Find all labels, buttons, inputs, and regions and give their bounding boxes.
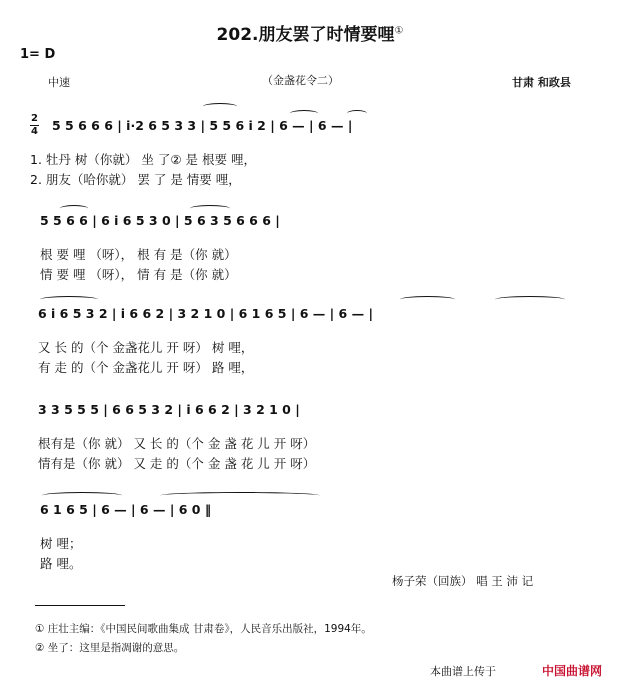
time-signature-top: 2: [31, 113, 38, 124]
staff-3-notes: 6 i 6 5 3 2 | i 6 6 2 | 3 2 1 0 | 6 1 6 5 | 6 — | 6 — |: [38, 306, 374, 321]
staff-1-notes: 5 5 6 6 6 | i·2 6 5 3 3 | 5 5 6 i 2 | 6 — | 6 — |: [52, 118, 353, 133]
staff-2-notes: 5 5 6 6 | 6 i 6 5 3 0 | 5 6 3 5 6 6 6 |: [40, 213, 280, 228]
staff-5-lyric-verse-2: 路 哩。: [40, 556, 82, 571]
tie: [400, 296, 455, 303]
footnote-divider: [35, 605, 125, 606]
tie: [60, 205, 88, 212]
staff-4-notes: 3 3 5 5 5 | 6 6 5 3 2 | i 6 6 2 | 3 2 1 0 |: [38, 402, 300, 417]
staff-1-lyric-verse-1: 1. 牡丹 树（你就） 坐 了② 是 根要 哩，: [30, 152, 256, 167]
tie: [290, 110, 318, 117]
staff-3-lyric-verse-2: 有 走 的（个 金盏花儿 开 呀） 路 哩，: [38, 360, 254, 375]
region-label: 甘肃 和政县: [512, 76, 571, 89]
staff-5-notes: 6 1 6 5 | 6 — | 6 — | 6 0 ‖: [40, 502, 212, 517]
staff-3-lyric-verse-1: 又 长 的（个 金盏花儿 开 呀） 树 哩，: [38, 340, 254, 355]
tie: [160, 492, 320, 499]
tune-subtitle: （金盏花令二）: [262, 74, 339, 87]
site-logo[interactable]: 中国曲谱网: [541, 664, 602, 678]
time-signature: [30, 114, 39, 137]
tie: [347, 110, 367, 117]
upload-note: 本曲谱上传于: [430, 665, 496, 678]
tie: [190, 205, 230, 212]
staff-4-lyric-verse-1: 根有是（你 就） 又 长 的（个 金 盏 花 儿 开 呀）: [38, 436, 316, 451]
tie: [203, 103, 237, 110]
staff-4-lyric-verse-2: 情有是（你 就） 又 走 的（个 金 盏 花 儿 开 呀）: [38, 456, 316, 471]
performer-credits: 杨子荣（回族） 唱 王 沛 记: [392, 574, 534, 588]
song-title: 202.朋友罢了时情要哩①: [216, 25, 404, 45]
tempo-marking: 中速: [48, 76, 70, 89]
footnote-1: ① 庄壮主编：《中国民间歌曲集成 甘肃卷》，人民音乐出版社，1994年。: [35, 623, 372, 635]
staff-2-lyric-verse-2: 情 要 哩 （呀）， 情 有 是（你 就）: [40, 267, 237, 282]
tie: [42, 492, 122, 499]
staff-1-lyric-verse-2: 2. 朋友（哈你就） 罢 了 是 情要 哩，: [30, 172, 241, 187]
title-footnote-mark: ①: [394, 25, 404, 37]
footnote-2: ② 坐了：这里是指凋谢的意思。: [35, 642, 185, 654]
key-signature: 1= D: [20, 47, 56, 62]
tie: [40, 296, 98, 303]
staff-2-lyric-verse-1: 根 要 哩 （呀）， 根 有 是（你 就）: [40, 247, 237, 262]
tie: [495, 296, 565, 303]
staff-5-lyric-verse-1: 树 哩；: [40, 536, 82, 551]
time-signature-bottom: 4: [31, 126, 38, 137]
